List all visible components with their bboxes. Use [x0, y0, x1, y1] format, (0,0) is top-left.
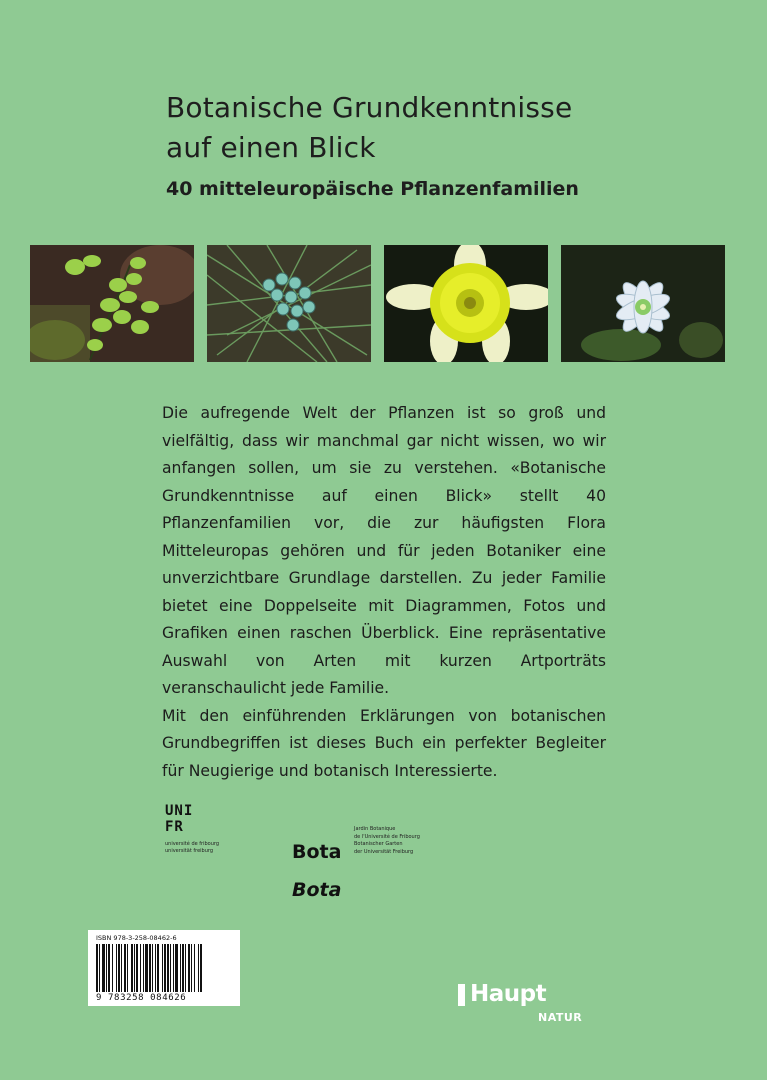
barcode-bar [180, 944, 181, 992]
unifr-logo-mark: UNI FR [165, 803, 194, 835]
botabota-logo-word-1: Bota [292, 841, 342, 863]
book-title-line-1: Botanische Grundkenntnisse [166, 91, 573, 124]
barcode-bar [145, 944, 148, 992]
barcode-bar [140, 944, 141, 992]
barcode-bar [106, 944, 107, 992]
barcode-bar [155, 944, 156, 992]
barcode-bar [152, 944, 153, 992]
book-title [166, 88, 572, 168]
barcode-bar [182, 944, 184, 992]
barcode-bars [96, 944, 232, 992]
barcode-bar [170, 944, 171, 992]
juniper-photo-icon [207, 245, 371, 362]
barcode-bar [131, 944, 133, 992]
barcode-bar [127, 944, 128, 992]
blurb-paragraph-2: Mit den einführenden Erklärungen von botanischen Grundbegriffen ist dieses Buch ein perfekter Begleiter für Neugierige und botanisch Interessierte. [162, 706, 606, 780]
barcode-bar [99, 944, 100, 992]
barcode-bar [198, 944, 199, 992]
barcode-bar [149, 944, 151, 992]
publisher-name: Haupt [470, 981, 547, 1007]
barcode-bar [136, 944, 138, 992]
barcode-bar [200, 944, 202, 992]
barcode-bar [167, 944, 169, 992]
daffodil-photo-icon [384, 245, 548, 362]
barcode-bar [173, 944, 174, 992]
book-subtitle: 40 mitteleuropäische Pflanzenfamilien [166, 178, 579, 200]
fern-photo-icon [30, 245, 194, 362]
barcode-bar [134, 944, 135, 992]
barcode-bar [108, 944, 110, 992]
barcode-bar [124, 944, 126, 992]
unifr-logo-subtext: université de fribourg universität freiburg [165, 841, 220, 854]
haupt-square-icon [458, 984, 465, 1006]
botabota-logo-word-2: Bota [292, 879, 342, 901]
blurb-paragraph-1: Die aufregende Welt der Pflanzen ist so groß und vielfältig, dass wir manchmal gar nicht wissen, wo wir anfangen sollen, um sie zu verstehen. «Botanische Grundkenntnisse auf einen Blick» stellt 40 Pflanzenfamilien vor, die zur häufigsten Flora Mitteleuropas gehören und für jeden Botaniker eine unverzichtbare Grundlage darstellen. Zu jeder Familie bietet eine Doppelseite mit Diagrammen, Fotos und Grafiken einen raschen Überblick. Eine repräsentative Auswahl von Arten mit kurzen Artporträts veranschaulicht jede Familie. [162, 404, 606, 697]
barcode-bar [121, 944, 122, 992]
botabota-logo-mark [292, 824, 341, 900]
barcode-bar [112, 944, 113, 992]
isbn-barcode [88, 930, 240, 1006]
barcode-bar [102, 944, 105, 992]
barcode-bar [175, 944, 178, 992]
ean-number: 9 783258 084626 [96, 993, 187, 1003]
barcode-bar [162, 944, 163, 992]
barcode-bar [164, 944, 166, 992]
isbn-number: ISBN 978-3-258-08462-6 [96, 934, 177, 942]
photo-strip [30, 245, 726, 362]
botabota-logo [292, 824, 420, 901]
back-cover-blurb [162, 400, 606, 785]
book-title-line-2: auf einen Blick [166, 131, 376, 164]
barcode-bar [188, 944, 190, 992]
barcode-bar [185, 944, 186, 992]
barcode-bar [194, 944, 195, 992]
publisher-imprint: NATUR [538, 1011, 583, 1024]
barcode-bar [96, 944, 98, 992]
barcode-bar [118, 944, 120, 992]
barcode-bar [116, 944, 117, 992]
botabota-logo-subtext: Jardin Botanique de l'Université de Fribourg Botanischer Garten der Universität Freiburg [354, 826, 420, 855]
barcode-bar [157, 944, 159, 992]
white-flower-photo-icon [561, 245, 725, 362]
barcode-bar [191, 944, 192, 992]
unifr-logo [165, 803, 265, 855]
barcode-bar [143, 944, 144, 992]
